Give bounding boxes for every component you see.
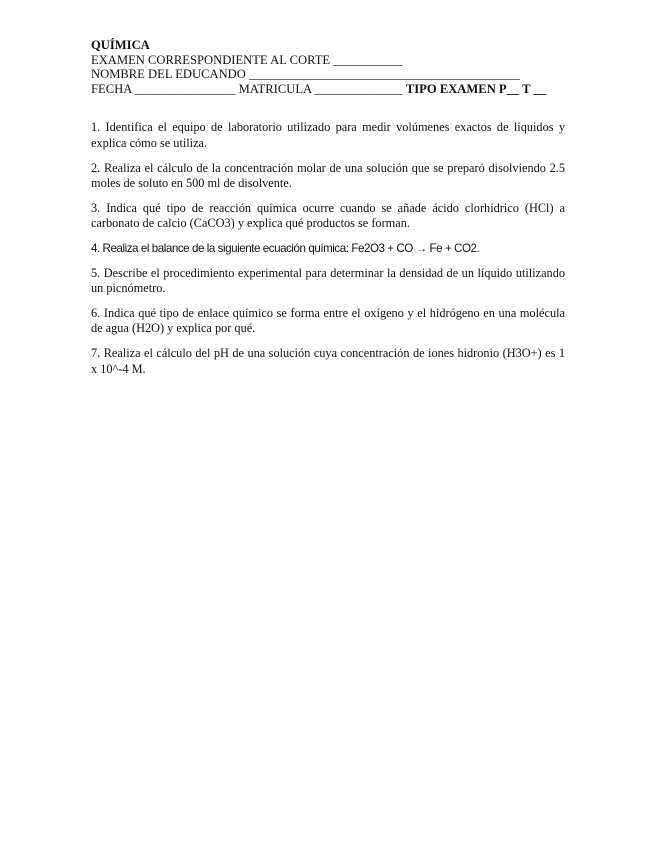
- subject-title: QUÍMICA: [91, 38, 150, 52]
- exam-page: [91, 38, 565, 386]
- question-4: 4. Realiza el balance de la siguiente ecuación química: Fe2O3 + CO → Fe + CO2.: [91, 241, 480, 255]
- question-list: [91, 120, 565, 376]
- exam-type-field: TIPO EXAMEN P__ T __: [405, 81, 547, 96]
- date-matricula-fields: FECHA ________________ MATRICULA ______________: [91, 81, 403, 96]
- question-7: 7. Realiza el cálculo del pH de una solución cuya concentración de iones hidronio (H3O+) es 1 x 10^-4 M.: [91, 346, 565, 376]
- student-name-line: NOMBRE DEL EDUCANDO ___________________________________________: [91, 67, 520, 82]
- question-5: 5. Describe el procedimiento experimental para determinar la densidad de un líquido utilizando un picnómetro.: [91, 265, 565, 296]
- date-matricula-line: [91, 82, 565, 97]
- question-6: 6. Indica qué tipo de enlace químico se forma entre el oxígeno y el hidrógeno en una molécula de agua (H2O) y explica por qué.: [91, 306, 565, 336]
- question-1: 1. Identifica el equipo de laboratorio utilizado para medir volúmenes exactos de líquidos y explica cómo se utiliza.: [91, 120, 565, 150]
- exam-header: [91, 38, 565, 96]
- exam-cut-line: EXAMEN CORRESPONDIENTE AL CORTE ___________: [91, 52, 403, 67]
- question-3: 3. Indica qué tipo de reacción química ocurre cuando se añade ácido clorhídrico (HCl) a carbonato de calcio (CaCO3) y explica qué productos se forman.: [91, 200, 565, 231]
- question-2: 2. Realiza el cálculo de la concentración molar de una solución que se preparó disolviendo 2.5 moles de soluto en 500 ml de disolvente.: [91, 160, 565, 190]
